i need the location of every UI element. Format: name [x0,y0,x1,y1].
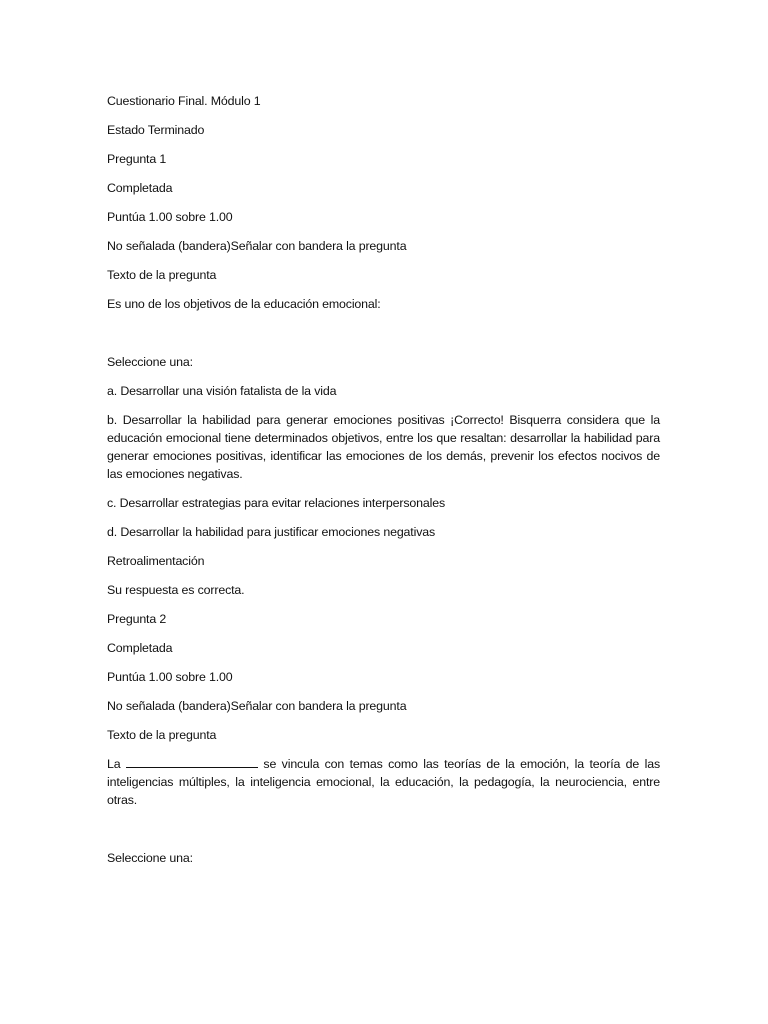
question-1-option-d: d. Desarrollar la habilidad para justificar emociones negativas [107,525,436,539]
question-2-prompt-start: La [107,757,121,771]
question-1-label: Pregunta 1 [107,152,167,166]
question-1-feedback: Su respuesta es correcta. [107,583,245,597]
question-1-option-a: a. Desarrollar una visión fatalista de la vida [107,384,337,398]
status-text: Estado Terminado [107,123,205,137]
question-2-flag-text: No señalada (bandera)Señalar con bandera la pregunta [107,699,407,713]
question-2-prompt-end: se vincula con temas como las teorías de la emoción, la teoría de las inteligencias múltiples, la inteligencia emocional, la educación, la pedagogía, la neurociencia, entre otras. [107,757,661,807]
spacer [107,820,660,849]
question-1-text-heading: Texto de la pregunta [107,268,217,282]
question-2-score: Puntúa 1.00 sobre 1.00 [107,670,233,684]
question-1-score: Puntúa 1.00 sobre 1.00 [107,210,233,224]
question-2-status: Completada [107,641,173,655]
question-2-label: Pregunta 2 [107,612,167,626]
question-1-status: Completada [107,181,173,195]
question-1-prompt: Es uno de los objetivos de la educación emocional: [107,297,381,311]
question-1-option-c: c. Desarrollar estrategias para evitar relaciones interpersonales [107,496,446,510]
question-1-select-label: Seleccione una: [107,355,193,369]
document-page [107,92,660,878]
question-2-text-heading: Texto de la pregunta [107,728,217,742]
question-2-prompt [107,755,660,809]
question-2-select-label: Seleccione una: [107,851,193,865]
document-title: Cuestionario Final. Módulo 1 [107,94,261,108]
question-1-feedback-heading: Retroalimentación [107,554,205,568]
answer-blank [126,755,258,768]
question-1-option-b: b. Desarrollar la habilidad para generar emociones positivas ¡Correcto! Bisquerra considera que la educación emocional tiene determinados objetivos, entre los que resaltan: desarrollar la habilidad para generar emociones positivas, identificar las emociones de los demás, prevenir los efectos nocivos de las emociones negativas. [107,413,660,481]
question-1-flag-text: No señalada (bandera)Señalar con bandera la pregunta [107,239,407,253]
spacer [107,324,660,353]
